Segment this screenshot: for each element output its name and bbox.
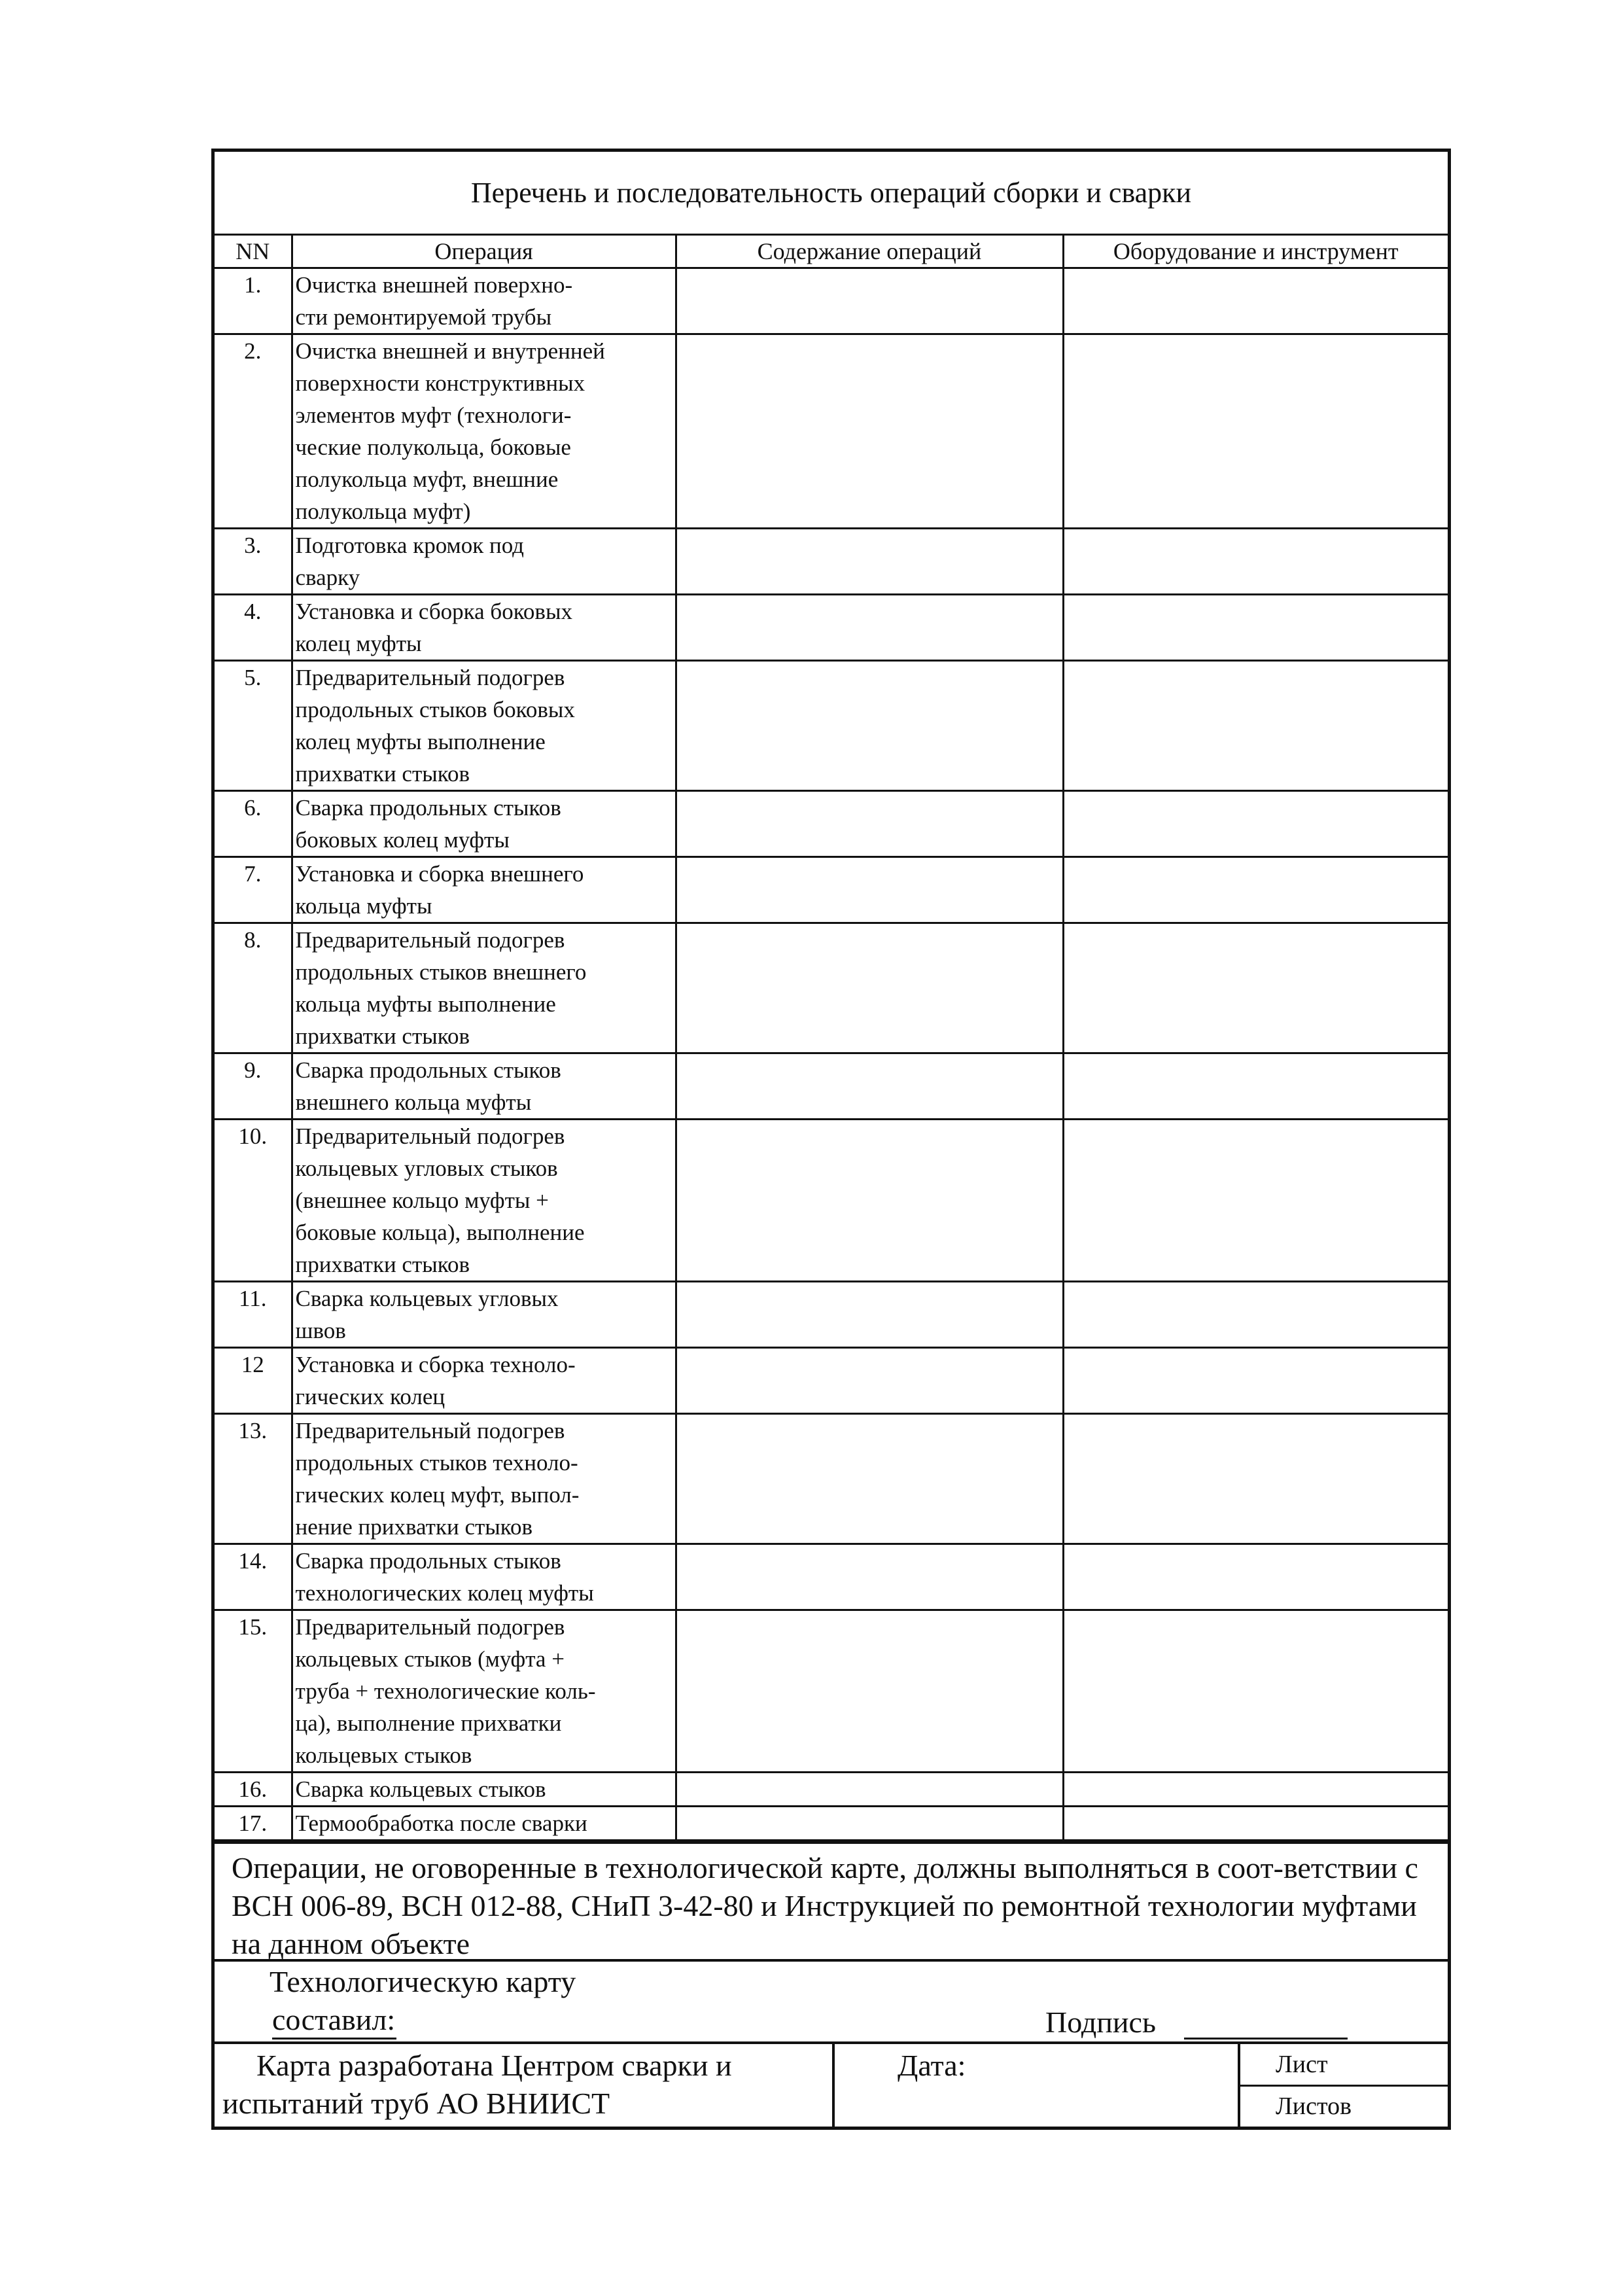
operations-body <box>215 268 1448 1841</box>
row-content-cell <box>676 791 1063 857</box>
row-content-cell <box>676 1773 1063 1807</box>
row-number: 12 <box>215 1348 292 1414</box>
row-operation: Установка и сборка боковых колец муфты <box>292 595 676 661</box>
row-number: 5. <box>215 661 292 791</box>
row-number: 13. <box>215 1414 292 1544</box>
row-operation: Предварительный подогрев кольцевых стыков (муфта + труба + технологические коль- ца), выполнение прихватки кольцевых стыков <box>292 1610 676 1773</box>
row-equipment-cell <box>1063 923 1448 1053</box>
row-content-cell <box>676 1120 1063 1282</box>
row-equipment-cell <box>1063 334 1448 529</box>
row-operation: Очистка внешней поверхно- сти ремонтируемой трубы <box>292 268 676 334</box>
row-operation: Предварительный подогрев продольных стыков техноло- гических колец муфт, выпол- нение прихватки стыков <box>292 1414 676 1544</box>
row-operation: Подготовка кромок под сварку <box>292 529 676 595</box>
table-row <box>215 1414 1448 1544</box>
row-operation: Сварка продольных стыков технологических колец муфты <box>292 1544 676 1610</box>
row-operation: Термообработка после сварки <box>292 1807 676 1841</box>
table-row <box>215 1807 1448 1841</box>
row-number: 8. <box>215 923 292 1053</box>
row-number: 16. <box>215 1773 292 1807</box>
sheets-label: Листов <box>1276 2093 1352 2121</box>
table-header-row <box>215 236 1448 268</box>
row-number: 4. <box>215 595 292 661</box>
row-content-cell <box>676 1807 1063 1841</box>
developer-line2: испытаний труб АО ВНИИСТ <box>222 2087 610 2120</box>
row-content-cell <box>676 923 1063 1053</box>
table-row <box>215 857 1448 923</box>
table-row <box>215 595 1448 661</box>
col-header-number: NN <box>215 236 292 268</box>
row-equipment-cell <box>1063 595 1448 661</box>
table-row <box>215 334 1448 529</box>
row-equipment-cell <box>1063 268 1448 334</box>
table-row <box>215 1053 1448 1120</box>
tech-card-form <box>211 149 1451 2130</box>
compiled-underline <box>272 2038 396 2040</box>
signature-line <box>1184 2038 1348 2040</box>
row-content-cell <box>676 857 1063 923</box>
operations-table <box>215 236 1448 1841</box>
row-content-cell <box>676 268 1063 334</box>
row-equipment-cell <box>1063 1544 1448 1610</box>
row-operation: Сварка кольцевых угловых швов <box>292 1282 676 1348</box>
signature-label: Подпись <box>1045 2005 1156 2039</box>
sheet-label: Лист <box>1240 2044 1448 2087</box>
table-row <box>215 1544 1448 1610</box>
compiled-label-line2: составил: <box>272 2003 396 2036</box>
row-content-cell <box>676 1282 1063 1348</box>
row-content-cell <box>676 595 1063 661</box>
table-row <box>215 1348 1448 1414</box>
row-number: 2. <box>215 334 292 529</box>
row-number: 17. <box>215 1807 292 1841</box>
row-equipment-cell <box>1063 1610 1448 1773</box>
table-row <box>215 1282 1448 1348</box>
table-row <box>215 791 1448 857</box>
table-row <box>215 529 1448 595</box>
row-content-cell <box>676 661 1063 791</box>
table-row <box>215 1773 1448 1807</box>
row-equipment-cell <box>1063 1773 1448 1807</box>
row-content-cell <box>676 1610 1063 1773</box>
sheet-box <box>1240 2044 1448 2127</box>
table-row <box>215 268 1448 334</box>
row-operation: Предварительный подогрев продольных стыков внешнего кольца муфты выполнение прихватки стыков <box>292 923 676 1053</box>
row-equipment-cell <box>1063 1807 1448 1841</box>
compiled-by-section <box>215 1959 1448 2041</box>
footer-block <box>215 2041 1448 2127</box>
table-row <box>215 923 1448 1053</box>
row-operation: Сварка кольцевых стыков <box>292 1773 676 1807</box>
row-number: 6. <box>215 791 292 857</box>
row-equipment-cell <box>1063 857 1448 923</box>
form-title: Перечень и последовательность операций сборки и сварки <box>215 152 1448 236</box>
row-number: 10. <box>215 1120 292 1282</box>
row-operation: Предварительный подогрев кольцевых угловых стыков (внешнее кольцо муфты + боковые кольца), выполнение прихватки стыков <box>292 1120 676 1282</box>
developer-info <box>215 2044 835 2127</box>
row-content-cell <box>676 1053 1063 1120</box>
row-number: 14. <box>215 1544 292 1610</box>
table-row <box>215 661 1448 791</box>
row-content-cell <box>676 1414 1063 1544</box>
operations-note: Операции, не оговоренные в технологической карте, должны выполняться в соот-ветствии с ВСН 006-89, ВСН 012-88, СНиП 3-42-80 и Инструкцией по ремонтной технологии муфтами на данном объекте <box>215 1841 1448 1959</box>
row-number: 9. <box>215 1053 292 1120</box>
row-number: 1. <box>215 268 292 334</box>
compiled-label-line1: Технологическую карту <box>270 1965 576 1998</box>
col-header-operation: Операция <box>292 236 676 268</box>
row-equipment-cell <box>1063 661 1448 791</box>
row-operation: Сварка продольных стыков боковых колец муфты <box>292 791 676 857</box>
table-row <box>215 1610 1448 1773</box>
row-content-cell <box>676 1544 1063 1610</box>
row-number: 11. <box>215 1282 292 1348</box>
row-number: 3. <box>215 529 292 595</box>
row-equipment-cell <box>1063 529 1448 595</box>
row-content-cell <box>676 529 1063 595</box>
row-equipment-cell <box>1063 1120 1448 1282</box>
developer-line1: Карта разработана Центром сварки и <box>256 2049 732 2082</box>
date-field: Дата: <box>835 2044 1240 2127</box>
row-equipment-cell <box>1063 1348 1448 1414</box>
row-number: 15. <box>215 1610 292 1773</box>
col-header-equipment: Оборудование и инструмент <box>1063 236 1448 268</box>
row-operation: Сварка продольных стыков внешнего кольца муфты <box>292 1053 676 1120</box>
row-equipment-cell <box>1063 791 1448 857</box>
row-equipment-cell <box>1063 1414 1448 1544</box>
row-equipment-cell <box>1063 1282 1448 1348</box>
table-row <box>215 1120 1448 1282</box>
col-header-content: Содержание операций <box>676 236 1063 268</box>
row-content-cell <box>676 334 1063 529</box>
row-operation: Очистка внешней и внутренней поверхности конструктивных элементов муфт (технологи- ческие полукольца, боковые полукольца муфт, внешние полукольца муфт) <box>292 334 676 529</box>
row-content-cell <box>676 1348 1063 1414</box>
row-operation: Установка и сборка техноло- гических колец <box>292 1348 676 1414</box>
row-operation: Предварительный подогрев продольных стыков боковых колец муфты выполнение прихватки стыков <box>292 661 676 791</box>
row-number: 7. <box>215 857 292 923</box>
row-operation: Установка и сборка внешнего кольца муфты <box>292 857 676 923</box>
row-equipment-cell <box>1063 1053 1448 1120</box>
